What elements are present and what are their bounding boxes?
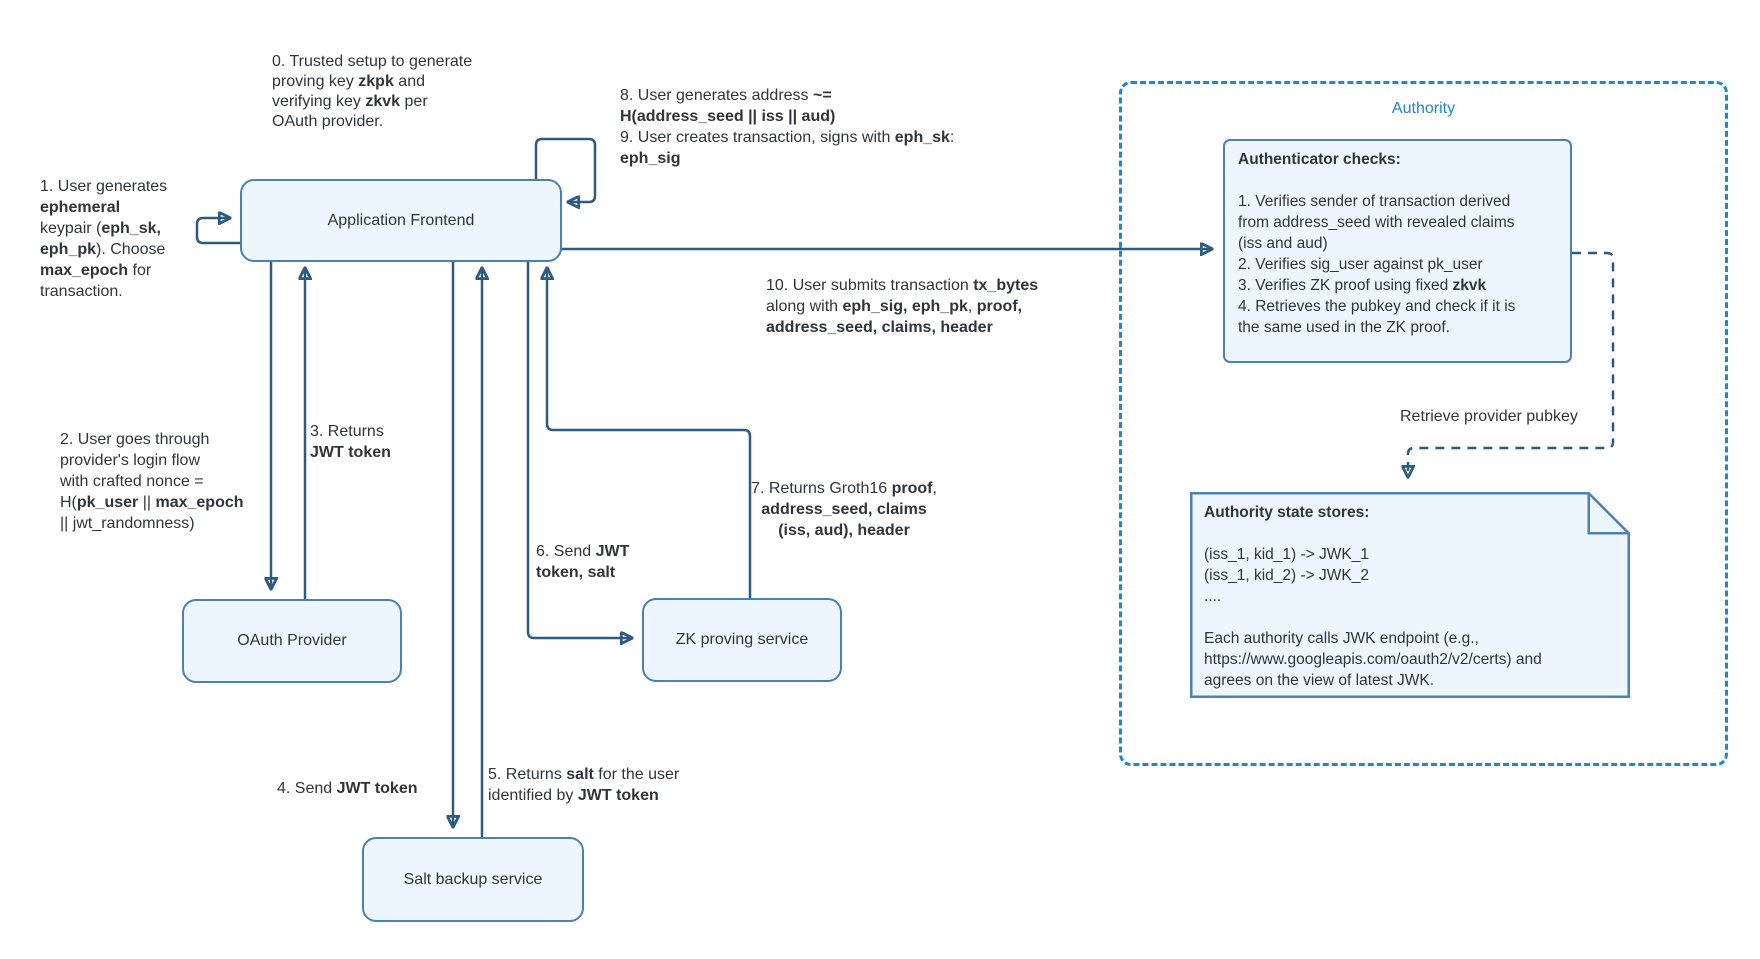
annotation-step0: 0. Trusted setup to generate proving key zkpk and verifying key zkvk per OAuth provider. (272, 53, 473, 130)
node-zk-proving-service-label: ZK proving service (675, 631, 809, 648)
node-oauth-provider (182, 599, 402, 683)
annotation-step3: 3. Returns JWT token (310, 423, 391, 461)
retrieve-provider-pubkey-label: Retrieve provider pubkey (1400, 408, 1578, 425)
authority-state-stores-note (1190, 492, 1630, 698)
annotation-step6: 6. Send JWT token, salt (536, 543, 630, 581)
node-salt-backup-service-label: Salt backup service (403, 870, 543, 888)
authority-state-stores-content: Authority state stores: (iss_1, kid_1) -> JWK_1 (iss_1, kid_2) -> JWK_2 .... Each authority calls JWK endpoint (e.g., https://www.googleapis.com/oauth2/v2/certs) and agrees on the view of latest JWK. (1204, 504, 1542, 689)
annotation-step4: 4. Send JWT token (277, 780, 418, 797)
node-salt-backup-service (362, 837, 584, 922)
node-application-frontend-label: Application Frontend (327, 211, 475, 229)
authenticator-checks-panel: Authenticator checks: 1. Verifies sender of transaction derived from address_seed with revealed claims (iss and aud) 2. Verifies sig_user against pk_user 3. Verifies ZK proof using fixed zkvk 4. Retrieves the pubkey and check if it is the same used in the ZK proof. (1223, 139, 1572, 363)
annotation-step8-9: 8. User generates address ~= H(address_seed || iss || aud) 9. User creates transaction, signs with eph_sk: eph_sig (620, 87, 955, 167)
annotation-step1: 1. User generates ephemeral keypair (eph_sk, eph_pk). Choose max_epoch for transaction. (40, 178, 168, 300)
node-zk-proving-service (642, 598, 842, 682)
authority-title: Authority (1391, 100, 1456, 117)
node-oauth-provider-label: OAuth Provider (237, 632, 347, 649)
annotation-retrieve-provider-pubkey (1400, 406, 1578, 427)
annotation-step2: 2. User goes through provider's login flow with crafted nonce = H(pk_user || max_epoch || jwt_randomness) (60, 431, 244, 532)
annotation-step7: 7. Returns Groth16 proof, address_seed, claims (iss, aud), header (751, 480, 937, 539)
edge-self-loop-left-step1 (197, 218, 240, 243)
annotation-step10: 10. User submits transaction tx_bytes along with eph_sig, eph_pk, proof, address_seed, claims, header (766, 277, 1039, 336)
node-application-frontend (240, 179, 562, 262)
annotation-step5: 5. Returns salt for the user identified by JWT token (488, 766, 680, 804)
